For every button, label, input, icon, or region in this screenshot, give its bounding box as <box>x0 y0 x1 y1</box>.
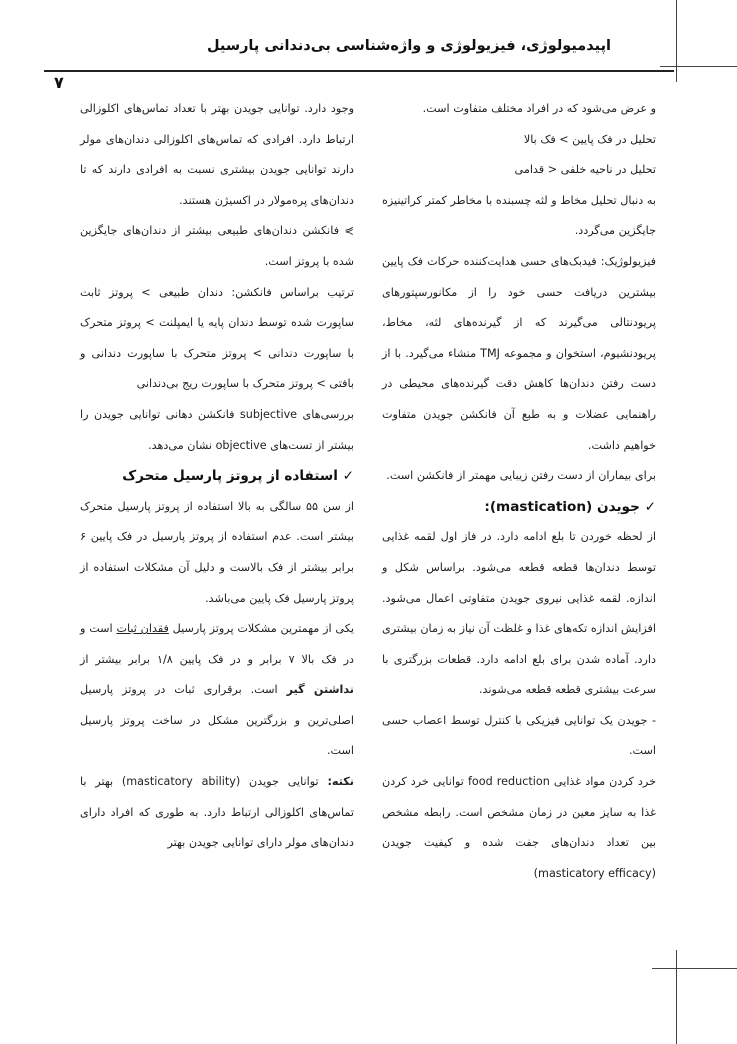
bold-term: نداشتن گیر <box>286 683 355 697</box>
paragraph: وجود دارد. توانایی جویدن بهتر با تعداد تماس‌های اکلوزالی ارتباط دارد. افرادی که تماس‌های اکلوزالی دندان‌های مولر دارند توانایی جویدن بیشتری نسبت به افرادی دارند که تا دندان‌های پره‌مولار در اکسیژن هستند. <box>80 102 354 207</box>
text-run: است. برقراری ثبات در پروتز پارسیل اصلی‌ترین و بزرگترین مشکل در ساخت پروتز پارسیل است. <box>80 683 354 758</box>
paragraph: - جویدن یک توانایی فیزیکی با کنترل توسط اعصاب حسی است. <box>382 713 656 758</box>
header-rule <box>44 70 674 72</box>
paragraph: فیزیولوژیک: فیدبک‌های حسی هدایت‌کننده حرکات فک پایین بیشترین دریافت حسی خود را از مکانورسپتورهای پریودنتالی می‌گیرند که از گیرنده‌های لثه، مخاط، پریودنشیوم، استخوان و مجموعه TMJ منشاء می‌گیرد. با از دست رفتن دندان‌ها کاهش دقت گیرنده‌های محیطی در راهنمایی عضلات و به طبع آن فانکشن جویدن متفاوت خواهیم داشت. <box>382 254 656 452</box>
paragraph: و عرض می‌شود که در افراد مختلف متفاوت است. <box>422 102 656 115</box>
crop-mark-bottom-horizontal <box>652 968 737 969</box>
right-column <box>382 94 656 889</box>
page-number: ۷ <box>54 73 64 92</box>
paragraph: ⋟ فانکشن دندان‌های طبیعی بیشتر از دندان‌های جایگزین شده با پروتز است. <box>80 224 354 268</box>
crop-mark-bottom-vertical <box>676 950 677 1044</box>
underlined-term: فقدان ثبات <box>116 622 169 636</box>
text-run: است و در فک بالا ۷ برابر و در فک پایین ۱/۸ برابر بیشتر از <box>80 622 354 666</box>
note-label: نکته: <box>327 775 354 789</box>
text-run: یکی از مهمترین مشکلات پروتز پارسیل <box>168 622 354 636</box>
paragraph: تحلیل در فک پایین > فک بالا <box>523 132 656 146</box>
paragraph: تحلیل در ناحیه خلفی < قدامی <box>514 163 656 177</box>
crop-mark-top-vertical <box>676 0 677 82</box>
crop-mark-top-horizontal <box>660 66 737 67</box>
paragraph: ترتیب براساس فانکشن: دندان طبیعی > پروتز ثابت ساپورت شده توسط دندان پایه یا ایمپلنت > پروتز متحرک با ساپورت دندانی > پروتز متحرک با ساپورت دندانی و بافتی > پروتز متحرک با ساپورت ریج بی‌دندانی <box>80 285 354 391</box>
paragraph: به دنبال تحلیل مخاط و لثه چسبنده با مخاطر کمتر کراتینیزه جایگزین می‌گردد. <box>382 193 656 238</box>
left-column <box>80 94 354 859</box>
section-heading-partial-denture-use: ✓ استفاده از پروتز پارسیل متحرک <box>122 468 354 485</box>
paragraph <box>80 614 354 767</box>
section-heading-mastication: ✓ جویدن (mastication): <box>484 498 656 515</box>
running-header-title: اپیدمیولوژی، فیزیولوژی و واژه‌شناسی بی‌دندانی پارسیل <box>206 38 611 54</box>
paragraph: برای بیماران از دست رفتن زیبایی مهمتر از فانکشن است. <box>386 469 656 483</box>
paragraph <box>80 767 354 859</box>
paragraph: از سن ۵۵ سالگی به بالا استفاده از پروتز پارسیل متحرک بیشتر است. عدم استفاده از پروتز پارسیل در فک پایین ۶ برابر بیشتر از فک بالاست و دلیل آن مشکلات استفاده از پروتز پارسیل فک پایین می‌باشد. <box>80 499 354 605</box>
paragraph: از لحظه خوردن تا بلع ادامه دارد. در فاز اول لقمه غذایی توسط دندان‌ها قطعه قطعه می‌شود. براساس شکل و اندازه. لقمه غذایی نیروی جویدن متفاوتی اعمال می‌شود. افزایش اندازه تکه‌های غذا و غلظت آن نیاز به زمان بیشتری دارد. آماده شدن برای بلع ادامه دارد. قطعات بزرگتری با سرعت بیشتری قطعه قطعه می‌شوند. <box>382 530 656 697</box>
text-run: توانایی جویدن (masticatory ability) بهتر با تماس‌های اکلوزالی ارتباط دارد. به طوری که افراد دارای دندان‌های مولر دارای توانایی جویدن بهتر <box>80 775 354 850</box>
paragraph: خرد کردن مواد غذایی food reduction توانایی خرد کردن غذا به سایز معین در زمان مشخص است. رابطه مشخص بین تعداد دندان‌های جفت شده و کیفیت جویدن (masticatory efficacy) <box>382 775 657 880</box>
paragraph: بررسی‌های subjective فانکشن دهانی توانایی جویدن را بیشتر از تست‌های objective نشان می‌دهد. <box>80 407 354 452</box>
